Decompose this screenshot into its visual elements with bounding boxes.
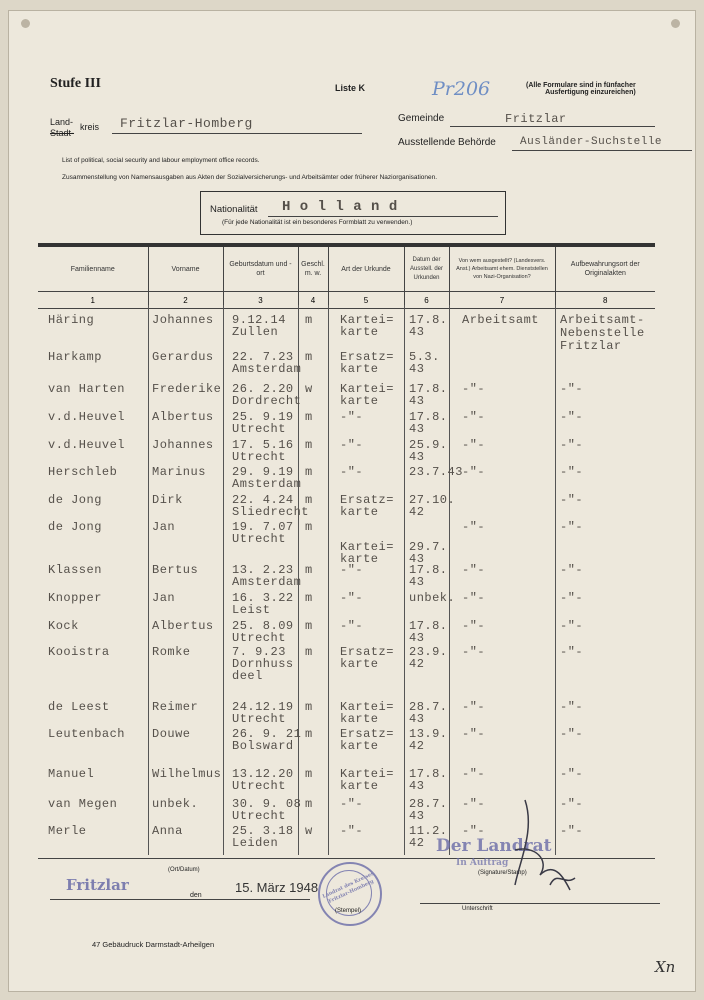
subtitle-de: Zusammenstellung von Namensausgaben aus Akten der Sozialversicherungs- und Arbeitsämter oder früherer Naziorganisationen. xyxy=(62,174,438,181)
birth-date-cell: 25. 3.18 xyxy=(232,824,294,838)
birth-place-cell: Utrecht xyxy=(232,779,286,793)
col-geburtsdatum: Geburtsdatum und -ort xyxy=(223,246,298,292)
document-type-cell: Ersatz= xyxy=(340,493,394,507)
document-type-cell: karte xyxy=(340,657,379,671)
col-number: 1 xyxy=(38,292,148,309)
issue-date-cell: 28.7. xyxy=(409,797,448,811)
birth-place-cell: Utrecht xyxy=(232,450,286,464)
birth-place-cell: Utrecht xyxy=(232,809,286,823)
first-name-cell: Johannes xyxy=(152,313,214,327)
storage-location-cell: Fritzlar xyxy=(560,339,622,353)
storage-location-cell: Arbeitsamt- xyxy=(560,313,645,327)
storage-location-cell: -"- xyxy=(560,824,584,838)
sex-cell: m xyxy=(305,438,313,452)
col-number: 7 xyxy=(449,292,555,309)
issue-date-cell: 42 xyxy=(409,657,425,671)
document-type-cell: Ersatz= xyxy=(340,350,394,364)
nationalitaet-label: Nationalität xyxy=(210,204,258,215)
column-divider xyxy=(449,305,450,855)
birth-place-cell: Amsterdam xyxy=(232,362,302,376)
liste-label: Liste K xyxy=(335,83,366,93)
issuer-cell: -"- xyxy=(462,465,486,479)
issue-date-cell: 27.10. xyxy=(409,493,456,507)
issuer-cell: -"- xyxy=(462,645,486,659)
first-name-cell: Wilhelmus xyxy=(152,767,222,781)
document-type-cell: Kartei= xyxy=(340,767,394,781)
birth-place-cell: Leist xyxy=(232,603,271,617)
document-type-cell: karte xyxy=(340,739,379,753)
gemeinde-value: Fritzlar xyxy=(505,112,567,126)
family-name-cell: de Jong xyxy=(48,493,102,507)
birth-date-cell: 24.12.19 xyxy=(232,700,294,714)
issue-date-cell: unbek. xyxy=(409,591,456,605)
issue-date-cell: 42 xyxy=(409,739,425,753)
first-name-cell: Albertus xyxy=(152,410,214,424)
first-name-cell: Romke xyxy=(152,645,191,659)
den-label: den xyxy=(190,892,202,899)
birth-date-cell: 26. 9. 21 xyxy=(232,727,302,741)
issue-date-cell: 17.8. xyxy=(409,382,448,396)
birth-place-cell: Utrecht xyxy=(232,532,286,546)
issue-date-cell: 42 xyxy=(409,836,425,850)
stadt-label: Stadt- xyxy=(50,128,75,138)
sex-cell: m xyxy=(305,313,313,327)
behoerde-underline xyxy=(512,150,692,151)
round-stamp xyxy=(318,862,382,926)
storage-location-cell: Nebenstelle xyxy=(560,326,645,340)
family-name-cell: van Megen xyxy=(48,797,118,811)
birth-place-cell: Dordrecht xyxy=(232,394,302,408)
issue-date-cell: 5.3. xyxy=(409,350,440,364)
birth-date-cell: 9.12.14 xyxy=(232,313,286,327)
first-name-cell: Anna xyxy=(152,824,183,838)
document-type-cell: -"- xyxy=(340,797,364,811)
nationalitaet-note: (Für jede Nationalität ist ein besonderes Formblatt zu verwenden.) xyxy=(222,219,413,226)
ort-underline xyxy=(50,899,310,900)
sex-cell: m xyxy=(305,619,313,633)
column-divider xyxy=(223,305,224,855)
document-type-cell: karte xyxy=(340,362,379,376)
issuer-cell: -"- xyxy=(462,410,486,424)
first-name-cell: unbek. xyxy=(152,797,199,811)
issue-date-cell: 43 xyxy=(409,575,425,589)
family-name-cell: Herschleb xyxy=(48,465,118,479)
kreis-underline xyxy=(112,133,362,134)
issuer-cell: Arbeitsamt xyxy=(462,313,540,327)
document-type-cell: Kartei= xyxy=(340,700,394,714)
table-top-rule xyxy=(38,243,655,245)
birth-date-cell: 25. 8.09 xyxy=(232,619,294,633)
handwritten-code: Pr206 xyxy=(432,78,491,100)
family-name-cell: Klassen xyxy=(48,563,102,577)
issue-date-cell: 43 xyxy=(409,362,425,376)
round-stamp-text: Landrat des Kreises Fritzlar-Homberg xyxy=(321,870,375,905)
ort-label: (Ort/Datum) xyxy=(168,867,200,873)
issue-date-cell: 43 xyxy=(409,809,425,823)
formulare-note-line-2: Ausfertigung einzureichen) xyxy=(545,89,636,96)
issue-date-cell: 17.8. xyxy=(409,563,448,577)
gemeinde-label: Gemeinde xyxy=(398,113,445,124)
family-name-cell: Kooistra xyxy=(48,645,110,659)
sex-cell: m xyxy=(305,520,313,534)
sex-cell: w xyxy=(305,824,313,838)
sex-cell: m xyxy=(305,767,313,781)
col-datum-ausstellung: Datum der Ausstell. der Urkunden xyxy=(404,246,449,292)
issue-date-cell: 17.8. xyxy=(409,619,448,633)
col-number: 5 xyxy=(328,292,404,309)
ort-stamp: Fritzlar xyxy=(66,876,129,894)
family-name-cell: Knopper xyxy=(48,591,102,605)
punch-hole xyxy=(21,19,30,28)
printer-credit: 47 Gebäudruck Darmstadt-Arheilgen xyxy=(92,940,215,949)
birth-place-cell: Zullen xyxy=(232,325,279,339)
formulare-note-line-1: (Alle Formulare sind in fünfacher xyxy=(526,82,636,89)
date-stamp: 15. März 1948 xyxy=(235,880,319,895)
nationalitaet-value: H o l l a n d xyxy=(282,199,398,215)
document-type-cell: karte xyxy=(340,779,379,793)
col-number: 6 xyxy=(404,292,449,309)
birth-date-cell: 29. 9.19 xyxy=(232,465,294,479)
document-type-cell: karte xyxy=(340,505,379,519)
storage-location-cell: -"- xyxy=(560,797,584,811)
birth-date-cell: 19. 7.07 xyxy=(232,520,294,534)
issue-date-cell: 43 xyxy=(409,450,425,464)
family-name-cell: van Harten xyxy=(48,382,126,396)
kreis-label: kreis xyxy=(80,122,100,132)
document-type-cell: Kartei= xyxy=(340,540,394,554)
storage-location-cell: -"- xyxy=(560,563,584,577)
col-vorname: Vorname xyxy=(148,246,223,292)
gemeinde-underline xyxy=(450,126,655,127)
birth-date-cell: 26. 2.20 xyxy=(232,382,294,396)
issue-date-cell: 43 xyxy=(409,325,425,339)
birth-date-cell: 16. 3.22 xyxy=(232,591,294,605)
col-familienname: Familienname xyxy=(70,265,115,273)
family-name-cell: Häring xyxy=(48,313,95,327)
storage-location-cell: -"- xyxy=(560,700,584,714)
document-type-cell: -"- xyxy=(340,619,364,633)
family-name-cell: Merle xyxy=(48,824,87,838)
first-name-cell: Reimer xyxy=(152,700,199,714)
document-type-cell: Ersatz= xyxy=(340,645,394,659)
issue-date-cell: 43 xyxy=(409,552,425,566)
kreis-value: Fritzlar-Homberg xyxy=(120,116,253,131)
family-name-cell: Harkamp xyxy=(48,350,102,364)
issue-date-cell: 43 xyxy=(409,712,425,726)
issuer-cell: -"- xyxy=(462,438,486,452)
sex-cell: w xyxy=(305,382,313,396)
document-type-cell: karte xyxy=(340,552,379,566)
issue-date-cell: 11.2. xyxy=(409,824,448,838)
first-name-cell: Jan xyxy=(152,520,176,534)
issuer-cell: -"- xyxy=(462,797,486,811)
issue-date-cell: 43 xyxy=(409,631,425,645)
landrat-stamp: Der Landrat xyxy=(436,836,552,856)
document-type-cell: karte xyxy=(340,712,379,726)
col-number: 8 xyxy=(555,292,655,309)
issue-date-cell: 43 xyxy=(409,422,425,436)
sex-cell: m xyxy=(305,645,313,659)
birth-place-cell: Utrecht xyxy=(232,712,286,726)
birth-date-cell: 13. 2.23 xyxy=(232,563,294,577)
first-name-cell: Johannes xyxy=(152,438,214,452)
issue-date-cell: 43 xyxy=(409,394,425,408)
birth-date-cell: 22. 4.24 xyxy=(232,493,294,507)
signature-underline xyxy=(420,903,660,904)
issue-date-cell: 43 xyxy=(409,779,425,793)
punch-hole xyxy=(671,19,680,28)
sex-cell: m xyxy=(305,727,313,741)
sex-cell: m xyxy=(305,591,313,605)
birth-place-cell: Amsterdam xyxy=(232,575,302,589)
birth-place-cell: Utrecht xyxy=(232,631,286,645)
family-name-cell: Manuel xyxy=(48,767,95,781)
stufe-label: Stufe III xyxy=(50,76,101,91)
col-number: 3 xyxy=(223,292,298,309)
records-table xyxy=(38,245,655,309)
family-name-cell: Leutenbach xyxy=(48,727,126,741)
issuer-cell: -"- xyxy=(462,767,486,781)
nationalitaet-underline xyxy=(268,216,498,217)
birth-date-cell: 13.12.20 xyxy=(232,767,294,781)
birth-date-cell: 25. 9.19 xyxy=(232,410,294,424)
document-type-cell: -"- xyxy=(340,563,364,577)
storage-location-cell: -"- xyxy=(560,493,584,507)
storage-location-cell: -"- xyxy=(560,382,584,396)
first-name-cell: Gerardus xyxy=(152,350,214,364)
document-type-cell: Ersatz= xyxy=(340,727,394,741)
birth-place-cell: Dornhuss xyxy=(232,657,294,671)
storage-location-cell: -"- xyxy=(560,410,584,424)
birth-place-cell: deel xyxy=(232,669,263,683)
issuer-cell: -"- xyxy=(462,619,486,633)
issuer-cell: -"- xyxy=(462,727,486,741)
handwritten-signature xyxy=(495,790,585,900)
col-von-wem: Von wem ausgestellt? (Landesvers. Anst.) Arbeitsamt ehem. Dienststellen von Nazi-Organisation? xyxy=(449,246,555,292)
col-number: 2 xyxy=(148,292,223,309)
issue-date-cell: 29.7. xyxy=(409,540,448,554)
issue-date-cell: 23.7.43 xyxy=(409,465,463,479)
behoerde-value: Ausländer-Suchstelle xyxy=(520,136,663,148)
document-type-cell: -"- xyxy=(340,410,364,424)
storage-location-cell: -"- xyxy=(560,727,584,741)
stempel-label: (Stempel) xyxy=(335,908,362,914)
subtitle-en: List of political, social security and labour employment office records. xyxy=(62,157,260,164)
storage-location-cell: -"- xyxy=(560,465,584,479)
family-name-cell: v.d.Heuvel xyxy=(48,410,126,424)
sex-cell: m xyxy=(305,465,313,479)
document-type-cell: -"- xyxy=(340,438,364,452)
family-name-cell: de Jong xyxy=(48,520,102,534)
land-label: Land- xyxy=(50,117,74,127)
family-name-cell: de Leest xyxy=(48,700,110,714)
document-type-cell: -"- xyxy=(340,465,364,479)
issue-date-cell: 17.8. xyxy=(409,410,448,424)
storage-location-cell: -"- xyxy=(560,645,584,659)
issuer-cell: -"- xyxy=(462,382,486,396)
issue-date-cell: 23.9. xyxy=(409,645,448,659)
sex-cell: m xyxy=(305,493,313,507)
document-type-cell: -"- xyxy=(340,824,364,838)
family-name-cell: v.d.Heuvel xyxy=(48,438,126,452)
family-name-cell: Kock xyxy=(48,619,79,633)
column-divider xyxy=(404,305,405,855)
storage-location-cell: -"- xyxy=(560,767,584,781)
issuer-cell: -"- xyxy=(462,700,486,714)
signature-label: (Signature/Stamp) xyxy=(478,870,527,876)
col-number: 4 xyxy=(298,292,328,309)
first-name-cell: Albertus xyxy=(152,619,214,633)
landrat-stamp-sub: In Auftrag xyxy=(456,858,509,868)
document-type-cell: -"- xyxy=(340,591,364,605)
birth-place-cell: Bolsward xyxy=(232,739,294,753)
document-type-cell: karte xyxy=(340,325,379,339)
storage-location-cell: -"- xyxy=(560,591,584,605)
birth-place-cell: Amsterdam xyxy=(232,477,302,491)
sex-cell: m xyxy=(305,700,313,714)
col-geschlecht: Geschl. m. w. xyxy=(298,246,328,292)
birth-place-cell: Utrecht xyxy=(232,422,286,436)
first-name-cell: Bertus xyxy=(152,563,199,577)
column-divider xyxy=(555,305,556,855)
first-name-cell: Jan xyxy=(152,591,176,605)
birth-date-cell: 30. 9. 08 xyxy=(232,797,302,811)
first-name-cell: Dirk xyxy=(152,493,183,507)
birth-place-cell: Sliedrecht xyxy=(232,505,310,519)
col-art-der-urkunde: Art der Urkunde xyxy=(328,246,404,292)
formulare-note xyxy=(526,82,636,96)
issue-date-cell: 13.9. xyxy=(409,727,448,741)
birth-place-cell: Leiden xyxy=(232,836,279,850)
issuer-cell: -"- xyxy=(462,591,486,605)
unterschrift-label: Unterschrift xyxy=(462,906,493,912)
issue-date-cell: 17.8. xyxy=(409,313,448,327)
issuer-cell: -"- xyxy=(462,824,486,838)
issue-date-cell: 42 xyxy=(409,505,425,519)
sex-cell: m xyxy=(305,350,313,364)
issue-date-cell: 28.7. xyxy=(409,700,448,714)
column-divider xyxy=(328,305,329,855)
behoerde-label: Ausstellende Behörde xyxy=(398,137,496,148)
sex-cell: m xyxy=(305,563,313,577)
sex-cell: m xyxy=(305,797,313,811)
first-name-cell: Douwe xyxy=(152,727,191,741)
corner-mark: Xn xyxy=(655,958,676,976)
first-name-cell: Marinus xyxy=(152,465,206,479)
document-type-cell: Kartei= xyxy=(340,382,394,396)
document-type-cell: Kartei= xyxy=(340,313,394,327)
issue-date-cell: 17.8. xyxy=(409,767,448,781)
document-type-cell: karte xyxy=(340,394,379,408)
storage-location-cell: -"- xyxy=(560,520,584,534)
issuer-cell: -"- xyxy=(462,563,486,577)
first-name-cell: Frederike xyxy=(152,382,222,396)
col-aufbewahrungsort: Aufbewahrungsort der Originalakten xyxy=(555,246,655,292)
sex-cell: m xyxy=(305,410,313,424)
issue-date-cell: 25.9. xyxy=(409,438,448,452)
column-divider xyxy=(148,305,149,855)
issuer-cell: -"- xyxy=(462,520,486,534)
storage-location-cell: -"- xyxy=(560,619,584,633)
birth-date-cell: 7. 9.23 xyxy=(232,645,286,659)
birth-date-cell: 22. 7.23 xyxy=(232,350,294,364)
storage-location-cell: -"- xyxy=(560,438,584,452)
birth-date-cell: 17. 5.16 xyxy=(232,438,294,452)
